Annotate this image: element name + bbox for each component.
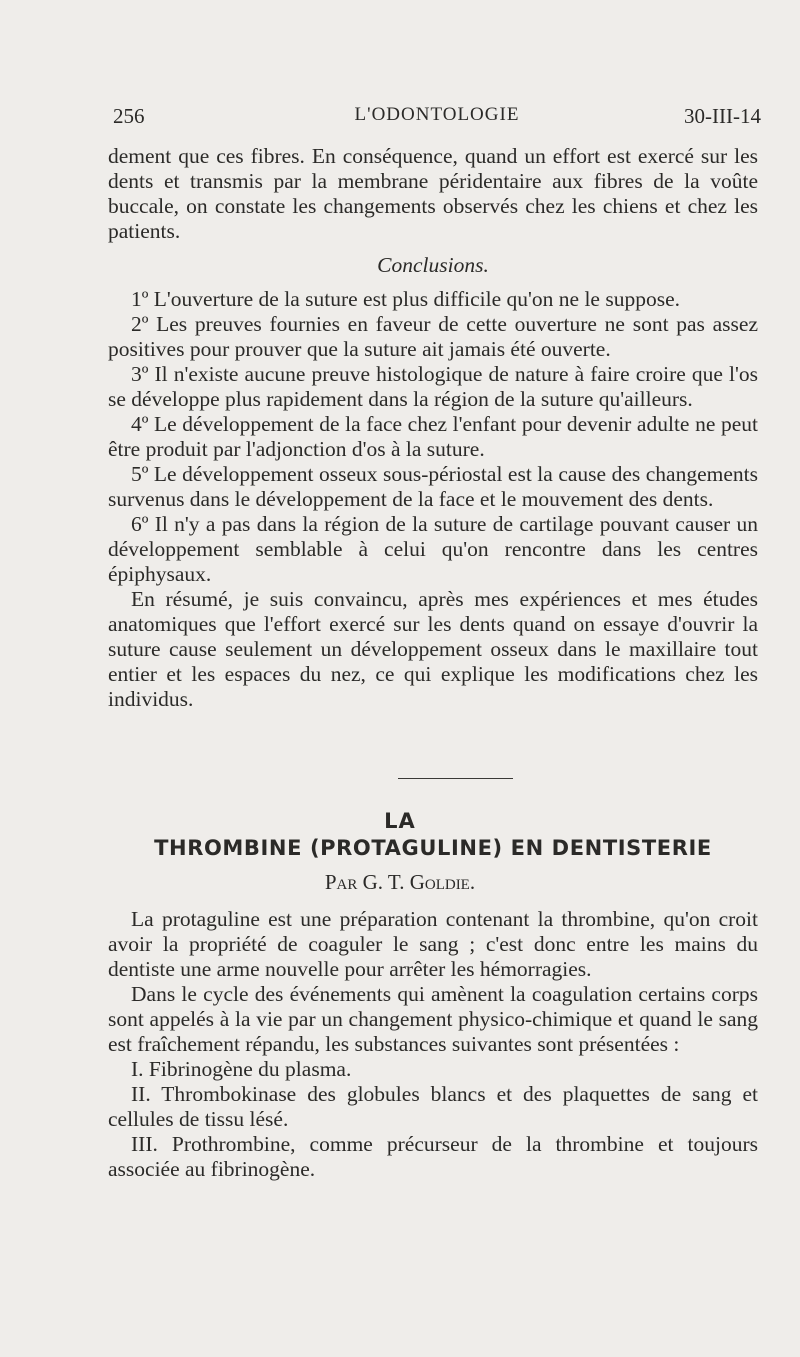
conclusions-heading: Conclusions. xyxy=(377,253,489,277)
conclusion-item-6: 6º Il n'y a pas dans la région de la suture de cartilage pouvant causer un développement semblable à celui qu'on rencontre dans les centres épiphysaux. xyxy=(108,512,758,586)
page-number: 256 xyxy=(113,104,145,128)
running-title: L'ODONTOLOGIE xyxy=(354,104,520,125)
article-list-item: II. Thrombokinase des globules blancs et des plaquettes de sang et cellules de tissu lésé. xyxy=(108,1082,758,1131)
section-divider xyxy=(398,778,513,779)
article-title-line-2: THROMBINE (PROTAGULINE) EN DENTISTERIE xyxy=(154,836,712,860)
summary-paragraph: En résumé, je suis convaincu, après mes expériences et mes études anatomiques que l'effort exercé sur les dents quand on essaye d'ouvrir la suture cause seulement un développement osseux dans le maxillaire tout entier et les espaces du nez, ce qui explique les modifications chez les individus. xyxy=(108,587,758,711)
conclusion-item-2: 2º Les preuves fournies en faveur de cette ouverture ne sont pas assez positives pour prouver que la suture ait jamais été ouverte. xyxy=(108,312,758,361)
article-paragraph: La protaguline est une préparation contenant la thrombine, qu'on croit avoir la propriété de coaguler le sang ; c'est donc entre les mains du dentiste une arme nouvelle pour arrêter les hémorragies. xyxy=(108,907,758,981)
article-paragraph: Dans le cycle des événements qui amènent la coagulation certains corps sont appelés à la vie par un changement physico-chimique et quand le sang est fraîchement répandu, les substances suivantes sont présentées : xyxy=(108,982,758,1056)
article-list-item: III. Prothrombine, comme précurseur de la thrombine et toujours associée au fibrinogène. xyxy=(108,1132,758,1181)
issue-date: 30-III-14 xyxy=(684,104,761,128)
conclusion-item-1: 1º L'ouverture de la suture est plus difficile qu'on ne le suppose. xyxy=(131,287,680,311)
conclusion-item-4: 4º Le développement de la face chez l'enfant pour devenir adulte ne peut être produit par l'adjonction d'os à la suture. xyxy=(108,412,758,461)
running-header xyxy=(113,104,761,134)
continued-paragraph: dement que ces fibres. En conséquence, quand un effort est exercé sur les dents et transmis par la membrane péridentaire aux fibres de la voûte buccale, on constate les changements observés chez les chiens et chez les patients. xyxy=(108,144,758,243)
conclusion-item-3: 3º Il n'existe aucune preuve histologique de nature à faire croire que l'os se développe plus rapidement dans la région de la suture qu'ailleurs. xyxy=(108,362,758,411)
article-body xyxy=(108,907,758,1182)
article-list-item: I. Fibrinogène du plasma. xyxy=(131,1057,352,1081)
article-title-line-1: LA xyxy=(384,809,416,833)
article-byline: Par G. T. Goldie. xyxy=(324,870,476,894)
conclusion-item-5: 5º Le développement osseux sous-périostal est la cause des changements survenus dans le développement de la face et le mouvement des dents. xyxy=(108,462,758,511)
section-conclusions xyxy=(108,144,758,712)
